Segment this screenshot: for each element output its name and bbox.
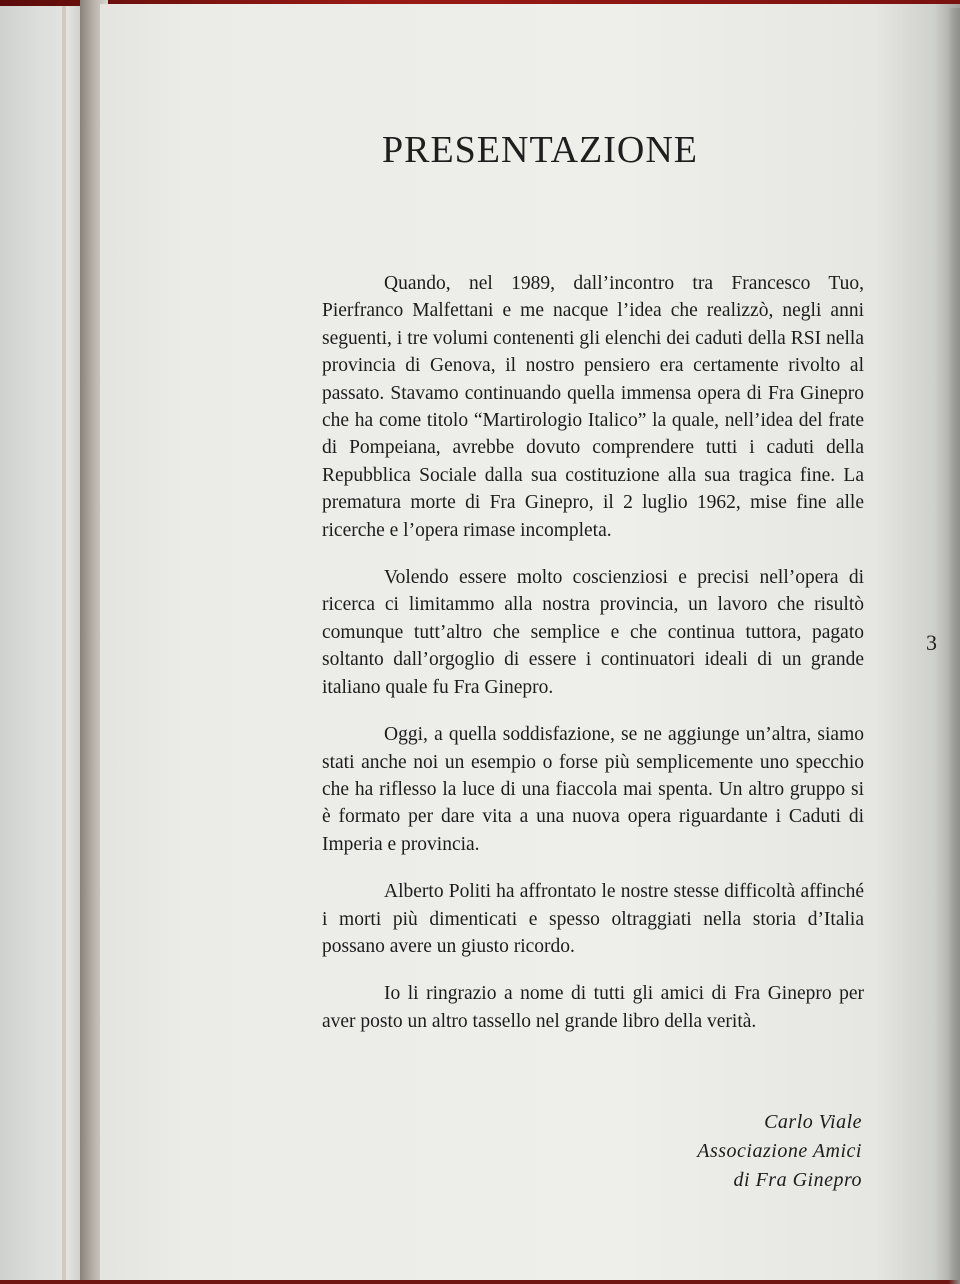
left-page-edge xyxy=(62,6,66,1280)
paragraph-4: Alberto Politi ha affrontato le nostre stesse difficoltà affinché i morti più dimenticati e spesso oltraggiati nella storia d’Italia possano avere un giusto ricordo. xyxy=(322,881,864,957)
paragraph-2: Volendo essere molto coscienziosi e precisi nell’opera di ricerca ci limitammo alla nostra provincia, un lavoro che risultò comunque tutt’altro che semplice e che continua tuttora, pagato soltanto dall’orgoglio di essere i continuatori ideali di un grande italiano quale fu Fra Ginepro. xyxy=(322,567,864,698)
signature-name: Carlo Viale xyxy=(764,1111,862,1133)
paragraph-5: Io li ringrazio a nome di tutti gli amici di Fra Ginepro per aver posto un altro tassello nel grande libro della verità. xyxy=(322,983,864,1032)
page-edge-shadow xyxy=(948,8,960,1284)
signature-association: Associazione Amici xyxy=(697,1140,862,1162)
paragraph-1: Quando, nel 1989, dall’incontro tra Francesco Tuo, Pierfranco Malfettani e me nacque l’idea che realizzò, negli anni seguenti, i tre volumi contenenti gli elenchi dei caduti della RSI nella provincia di Genova, il nostro pensiero era certamente rivolto al passato. Stavamo continuando quella immensa opera di Fra Ginepro che ha come titolo “Martirologio Italico” la quale, nell’idea del frate di Pompeiana, avrebbe dovuto comprendere tutti i caduti della Repubblica Sociale dalla sua costituzione alla sua tragica fine. La prematura morte di Fra Ginepro, il 2 luglio 1962, mise fine alle ricerche e l’opera rimase incompleta. xyxy=(322,273,864,541)
paragraph-3: Oggi, a quella soddisfazione, se ne aggiunge un’altra, siamo stati anche noi un esempio o forse più semplicemente uno specchio che ha riflesso la luce di una fiaccola mai spenta. Un altro gruppo si è formato per dare vita a una nuova opera riguardante i Caduti di Imperia e provincia. xyxy=(322,724,864,855)
page-title: PRESENTAZIONE xyxy=(381,129,699,171)
signature-block xyxy=(580,1108,862,1195)
presentation-text xyxy=(322,270,864,1055)
page-number: 3 xyxy=(926,630,937,655)
signature-association-name: di Fra Ginepro xyxy=(733,1169,862,1191)
